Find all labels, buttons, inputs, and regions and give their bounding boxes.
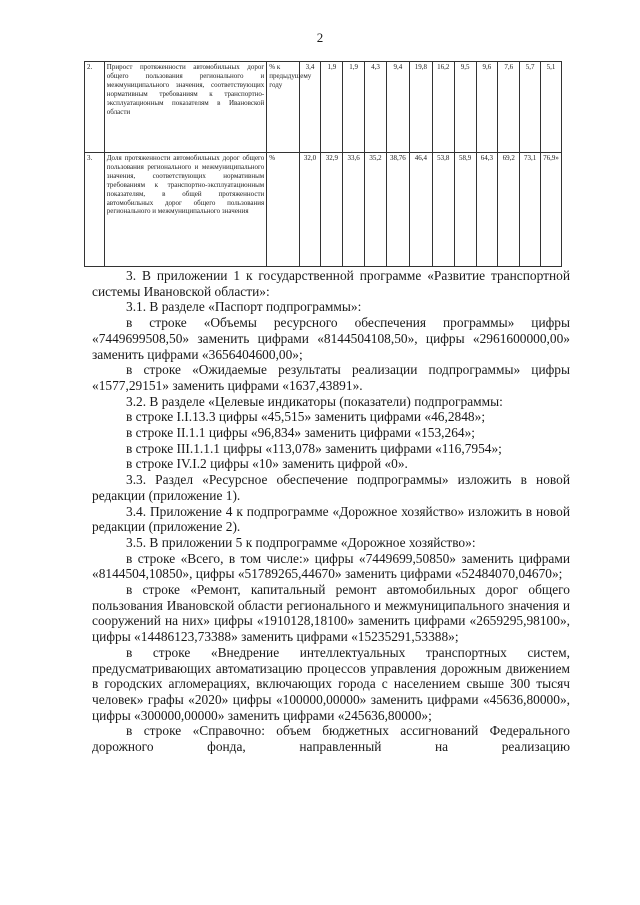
value-cell: 3,4 [299, 62, 321, 153]
paragraph: 3. В приложении 1 к государственной программе «Развитие транспортной системы Ивановской области»: [92, 268, 570, 299]
paragraph: в строке II.1.1 цифры «96,834» заменить цифрами «153,264»; [126, 425, 475, 441]
value-cell: 9,4 [386, 62, 409, 153]
value-cell: 5,7 [520, 62, 541, 153]
value-cell: 46,4 [409, 153, 432, 267]
value-cell: 9,6 [476, 62, 498, 153]
paragraph: в строке «Справочно: объем бюджетных ассигнований Федерального дорожного фонда, направленный на реализацию [92, 723, 570, 755]
paragraph: 3.5. В приложении 5 к подпрограмме «Дорожное хозяйство»: [126, 534, 476, 550]
value-cell: 32,9 [321, 153, 343, 267]
indicators-table [84, 61, 562, 267]
paragraph: в строке I.I.13.3 цифры «45,515» заменить цифрами «46,2848»; [126, 409, 486, 425]
row-number: 2. [85, 62, 105, 153]
paragraph: в строке «Ожидаемые результаты реализации подпрограммы» цифры «1577,29151» заменить цифрами «1637,43891». [92, 362, 570, 393]
paragraph: в строке «Ремонт, капитальный ремонт автомобильных дорог общего пользования Ивановской области регионального и межмуниципального значения и сооружений на них» цифры «1910128,18100» заменить цифрами «2659295,98100», цифры «14486123,73388» заменить цифрами «15235291,53388»; [92, 582, 570, 645]
paragraph: 3.1. В разделе «Паспорт подпрограммы»: [126, 299, 362, 315]
row-number: 3. [85, 153, 105, 267]
value-cell: 73,1 [520, 153, 541, 267]
value-cell: 7,6 [498, 62, 520, 153]
value-cell: 33,6 [343, 153, 365, 267]
paragraph: в строке IV.I.2 цифры «10» заменить цифрой «0». [126, 456, 408, 472]
value-cell: 35,2 [365, 153, 387, 267]
value-cell: 19,8 [409, 62, 432, 153]
value-cell: 9,5 [454, 62, 476, 153]
unit-cell: % к предыдущему году [267, 62, 299, 153]
paragraph: в строке «Всего, в том числе:» цифры «7449699,50850» заменить цифрами «8144504,10850», цифры «51789265,44670» заменить цифрами «52484070,04670»; [92, 550, 570, 582]
unit-cell: % [267, 153, 299, 267]
value-cell: 58,9 [454, 153, 476, 267]
table-row [85, 62, 562, 153]
page-number: 2 [316, 30, 324, 45]
paragraph: 3.3. Раздел «Ресурсное обеспечение подпрограммы» изложить в новой редакции (приложение 1). [92, 472, 570, 503]
value-cell: 1,9 [321, 62, 343, 153]
value-cell: 76,9» [541, 153, 562, 267]
value-cell: 5,1 [541, 62, 562, 153]
paragraph: в строке III.1.1.1 цифры «113,078» заменить цифрами «116,7954»; [126, 440, 502, 456]
indicator-name: Прирост протяженности автомобильных дорог общего пользования регионального и межмуниципального значения, соответствующих нормативным требованиям к транспортно-эксплуатационным показателям в Ивановской области [104, 62, 266, 153]
value-cell: 64,3 [476, 153, 498, 267]
value-cell: 16,2 [432, 62, 454, 153]
paragraph: в строке «Внедрение интеллектуальных транспортных систем, предусматривающих автоматизацию процессов управления дорожным движением в городских агломерациях, включающих города с населением свыше 300 тысяч человек» графы «2020» цифры «100000,00000» заменить цифрами «45636,80000», цифры «300000,00000» заменить цифрами «245636,80000»; [92, 644, 570, 723]
table-row [85, 153, 562, 267]
paragraph: 3.2. В разделе «Целевые индикаторы (показатели) подпрограммы: [126, 393, 503, 409]
indicator-name: Доля протяженности автомобильных дорог общего пользования регионального и межмуниципального значения, соответствующих нормативным требованиям к транспортно-эксплуатационным показателям, в общей протяженности автомобильных дорог общего пользования регионального и межмуниципального значения [104, 153, 266, 267]
value-cell: 32,0 [299, 153, 321, 267]
value-cell: 69,2 [498, 153, 520, 267]
paragraph: в строке «Объемы ресурсного обеспечения программы» цифры «7449699508,50» заменить цифрами «8144504108,50», цифры «2961600000,00» заменить цифрами «3656404600,00»; [92, 315, 570, 362]
document-body [92, 268, 570, 755]
value-cell: 53,8 [432, 153, 454, 267]
value-cell: 1,9 [343, 62, 365, 153]
paragraph: 3.4. Приложение 4 к подпрограмме «Дорожное хозяйство» изложить в новой редакции (приложение 2). [92, 503, 570, 535]
value-cell: 38,76 [386, 153, 409, 267]
value-cell: 4,3 [365, 62, 387, 153]
